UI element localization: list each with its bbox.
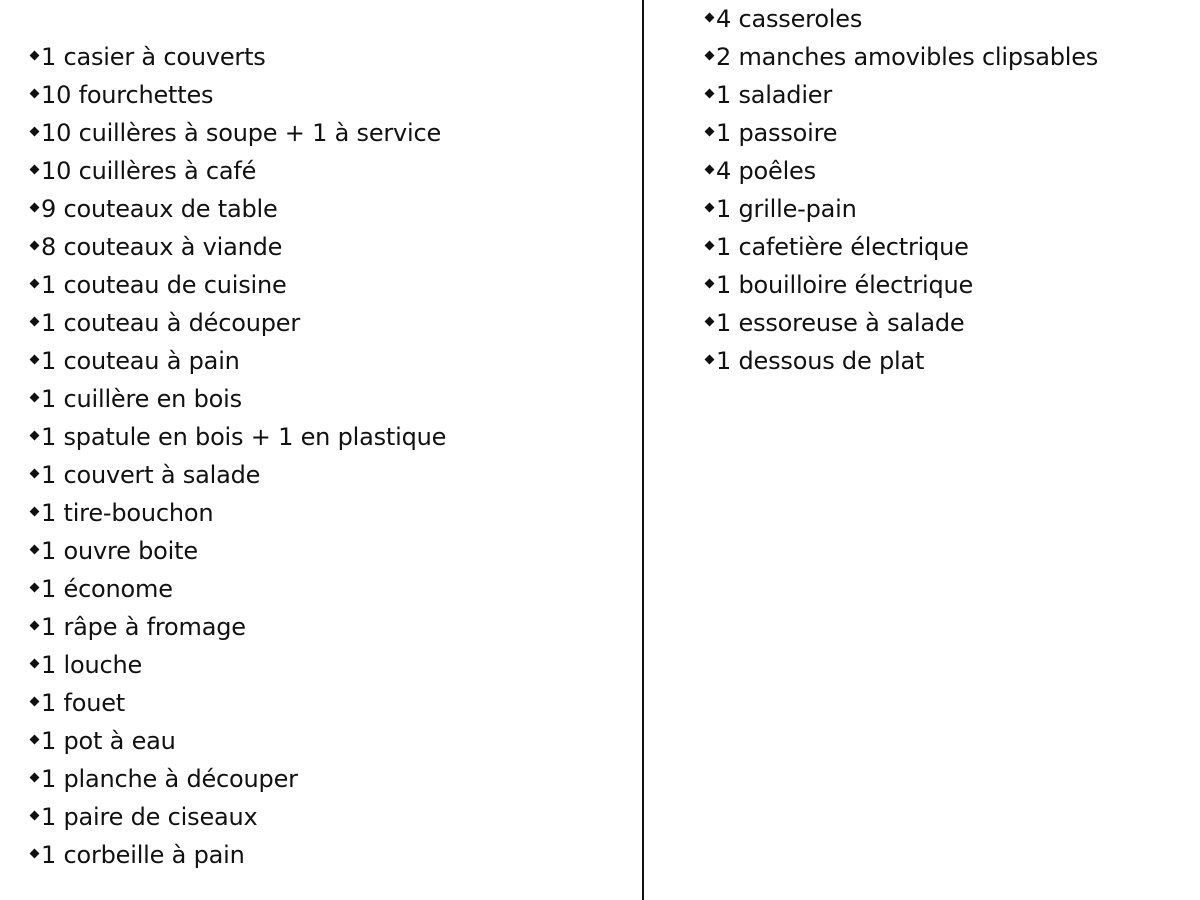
- diamond-bullet-icon: [30, 659, 40, 669]
- list-item-label: 1 couteau à découper: [41, 309, 301, 337]
- diamond-bullet-icon: [30, 279, 40, 289]
- list-item-label: 1 dessous de plat: [716, 347, 925, 375]
- diamond-bullet-icon: [705, 127, 715, 137]
- list-item-label: 1 bouilloire électrique: [716, 271, 974, 299]
- list-item-label: 4 poêles: [716, 157, 816, 185]
- list-item-label: 2 manches amovibles clipsables: [716, 43, 1099, 71]
- list-item-label: 1 fouet: [41, 689, 126, 717]
- list-item: [28, 494, 446, 532]
- list-item-label: 1 couteau à pain: [41, 347, 240, 375]
- list-item-label: 1 corbeille à pain: [41, 841, 245, 869]
- list-item: [703, 190, 1098, 228]
- list-item: [28, 76, 446, 114]
- list-item-label: 8 couteaux à viande: [41, 233, 283, 261]
- diamond-bullet-icon: [705, 279, 715, 289]
- list-item: [28, 684, 446, 722]
- list-item: [28, 190, 446, 228]
- list-item-label: 1 râpe à fromage: [41, 613, 246, 641]
- list-item: [703, 76, 1098, 114]
- diamond-bullet-icon: [30, 165, 40, 175]
- list-item: [28, 38, 446, 76]
- list-item-label: 10 cuillères à soupe + 1 à service: [41, 119, 442, 147]
- diamond-bullet-icon: [30, 697, 40, 707]
- diamond-bullet-icon: [30, 203, 40, 213]
- diamond-bullet-icon: [705, 203, 715, 213]
- list-item: [28, 532, 446, 570]
- diamond-bullet-icon: [30, 811, 40, 821]
- diamond-bullet-icon: [30, 431, 40, 441]
- list-item: [28, 304, 446, 342]
- list-item-label: 9 couteaux de table: [41, 195, 278, 223]
- diamond-bullet-icon: [705, 355, 715, 365]
- diamond-bullet-icon: [705, 165, 715, 175]
- list-item-label: 1 ouvre boite: [41, 537, 198, 565]
- diamond-bullet-icon: [705, 13, 715, 23]
- list-item: [703, 342, 1098, 380]
- list-item: [703, 38, 1098, 76]
- list-item-label: 1 paire de ciseaux: [41, 803, 258, 831]
- list-item: [28, 646, 446, 684]
- diamond-bullet-icon: [30, 393, 40, 403]
- right-item-list: [703, 0, 1098, 380]
- list-item: [28, 570, 446, 608]
- list-item: [703, 114, 1098, 152]
- diamond-bullet-icon: [30, 773, 40, 783]
- list-item-label: 10 fourchettes: [41, 81, 214, 109]
- list-item-label: 1 spatule en bois + 1 en plastique: [41, 423, 447, 451]
- diamond-bullet-icon: [30, 583, 40, 593]
- list-item: [703, 266, 1098, 304]
- diamond-bullet-icon: [30, 735, 40, 745]
- list-item-label: 1 cafetière électrique: [716, 233, 969, 261]
- diamond-bullet-icon: [30, 317, 40, 327]
- list-item: [28, 342, 446, 380]
- list-item: [703, 304, 1098, 342]
- list-item: [703, 0, 1098, 38]
- diamond-bullet-icon: [30, 849, 40, 859]
- list-item-label: 1 casier à couverts: [41, 43, 266, 71]
- list-item: [28, 760, 446, 798]
- list-item-label: 1 couvert à salade: [41, 461, 261, 489]
- diamond-bullet-icon: [30, 89, 40, 99]
- list-item-label: 10 cuillères à café: [41, 157, 257, 185]
- list-item: [28, 152, 446, 190]
- list-item-label: 1 essoreuse à salade: [716, 309, 965, 337]
- list-item-label: 1 planche à découper: [41, 765, 298, 793]
- column-divider: [642, 0, 644, 900]
- diamond-bullet-icon: [30, 621, 40, 631]
- diamond-bullet-icon: [705, 241, 715, 251]
- list-item: [28, 798, 446, 836]
- diamond-bullet-icon: [30, 241, 40, 251]
- list-item: [28, 418, 446, 456]
- diamond-bullet-icon: [30, 507, 40, 517]
- diamond-bullet-icon: [30, 51, 40, 61]
- list-item-label: 1 tire-bouchon: [41, 499, 214, 527]
- diamond-bullet-icon: [30, 469, 40, 479]
- list-item-label: 4 casseroles: [716, 5, 863, 33]
- list-item-label: 1 couteau de cuisine: [41, 271, 287, 299]
- diamond-bullet-icon: [30, 355, 40, 365]
- list-item: [28, 836, 446, 874]
- list-item-label: 1 grille-pain: [716, 195, 857, 223]
- list-item: [28, 266, 446, 304]
- list-item-label: 1 cuillère en bois: [41, 385, 242, 413]
- left-item-list: [28, 38, 446, 874]
- diamond-bullet-icon: [30, 127, 40, 137]
- diamond-bullet-icon: [705, 89, 715, 99]
- list-item-label: 1 pot à eau: [41, 727, 176, 755]
- list-item: [28, 380, 446, 418]
- list-item: [28, 722, 446, 760]
- list-item-label: 1 saladier: [716, 81, 833, 109]
- list-item: [703, 152, 1098, 190]
- list-item-label: 1 économe: [41, 575, 173, 603]
- diamond-bullet-icon: [705, 317, 715, 327]
- diamond-bullet-icon: [705, 51, 715, 61]
- list-item: [28, 228, 446, 266]
- list-item-label: 1 louche: [41, 651, 143, 679]
- list-item: [28, 114, 446, 152]
- list-item: [28, 608, 446, 646]
- list-item-label: 1 passoire: [716, 119, 838, 147]
- list-item: [703, 228, 1098, 266]
- diamond-bullet-icon: [30, 545, 40, 555]
- list-item: [28, 456, 446, 494]
